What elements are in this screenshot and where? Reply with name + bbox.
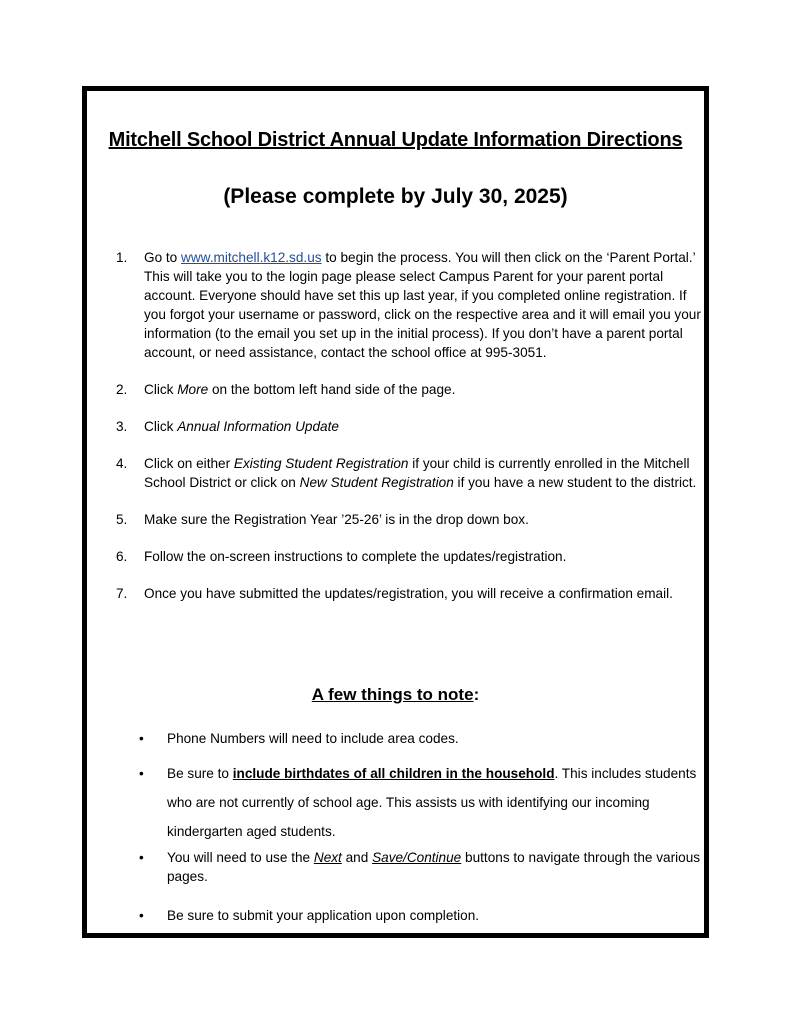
note-item (139, 759, 704, 846)
notes-heading-colon: : (473, 685, 480, 704)
step-text: Make sure the Registration Year ’25-26’ is in the drop down box. (144, 512, 529, 527)
step-text: Go to (144, 250, 182, 265)
bullet-icon: • (139, 850, 144, 865)
page-title: Mitchell School District Annual Update Information Directions (108, 129, 683, 151)
step-1 (116, 248, 706, 362)
next-button-reference: Next (313, 850, 342, 865)
step-number: 3. (116, 419, 128, 434)
step-6 (116, 547, 706, 566)
step-emphasis: Annual Information Update (177, 419, 339, 434)
step-2 (116, 380, 706, 399)
instruction-steps (116, 248, 706, 621)
note-item (139, 848, 704, 886)
note-text: . This includes students who are not currently of school age. This assists us with identifying our incoming kindergarten aged students. (167, 766, 697, 839)
note-text: Be sure to submit your application upon completion. (167, 908, 480, 923)
step-number: 6. (116, 549, 128, 564)
step-7 (116, 584, 706, 603)
step-3 (116, 417, 706, 436)
note-text: You will need to use the (167, 850, 314, 865)
step-emphasis: More (177, 382, 209, 397)
bullet-icon: • (139, 908, 144, 923)
step-number: 1. (116, 250, 128, 265)
note-text: and (341, 850, 373, 865)
deadline-subtitle: (Please complete by July 30, 2025) (223, 185, 568, 208)
step-emphasis: New Student Registration (299, 475, 454, 490)
step-text: Click (144, 382, 178, 397)
notes-heading-text: A few things to note (311, 685, 474, 704)
step-number: 5. (116, 512, 128, 527)
step-5 (116, 510, 706, 529)
step-number: 4. (116, 456, 128, 471)
step-text: Click (144, 419, 178, 434)
step-emphasis: Existing Student Registration (233, 456, 409, 471)
step-text: if your child is currently enrolled in the Mitchell School District or click on (144, 456, 690, 490)
step-4 (116, 454, 706, 492)
note-text: Be sure to (167, 766, 233, 781)
step-number: 7. (116, 586, 128, 601)
bullet-icon: • (139, 731, 144, 746)
step-number: 2. (116, 382, 128, 397)
save-continue-button-reference: Save/Continue (372, 850, 462, 865)
bullet-icon: • (139, 766, 144, 781)
note-text: buttons to navigate through the various pages. (167, 850, 701, 884)
notes-heading (87, 685, 704, 705)
note-item (139, 906, 704, 925)
step-text: Follow the on-screen instructions to complete the updates/registration. (144, 549, 567, 564)
document-border (82, 86, 709, 938)
step-text: Once you have submitted the updates/registration, you will receive a confirmation email. (144, 586, 673, 601)
note-item (139, 729, 704, 748)
district-website-link[interactable]: www.mitchell.k12.sd.us (181, 250, 322, 265)
step-text: if you have a new student to the district. (453, 475, 697, 490)
notes-list (139, 729, 704, 936)
step-text: to begin the process. You will then click on the ‘Parent Portal.’ This will take you to the login page please select Campus Parent for your parent portal account. Everyone should have set this up last year, if you completed online registration. If you forgot your username or password, click on the respective area and it will email you your information (to the email you set up in the initial process). If you don’t have a parent portal account, or need assistance, contact the school office at 995-3051. (144, 250, 701, 360)
step-text: Click on either (144, 456, 234, 471)
step-text: on the bottom left hand side of the page. (208, 382, 456, 397)
note-emphasis: include birthdates of all children in the household (232, 766, 555, 781)
note-text: Phone Numbers will need to include area codes. (167, 731, 459, 746)
